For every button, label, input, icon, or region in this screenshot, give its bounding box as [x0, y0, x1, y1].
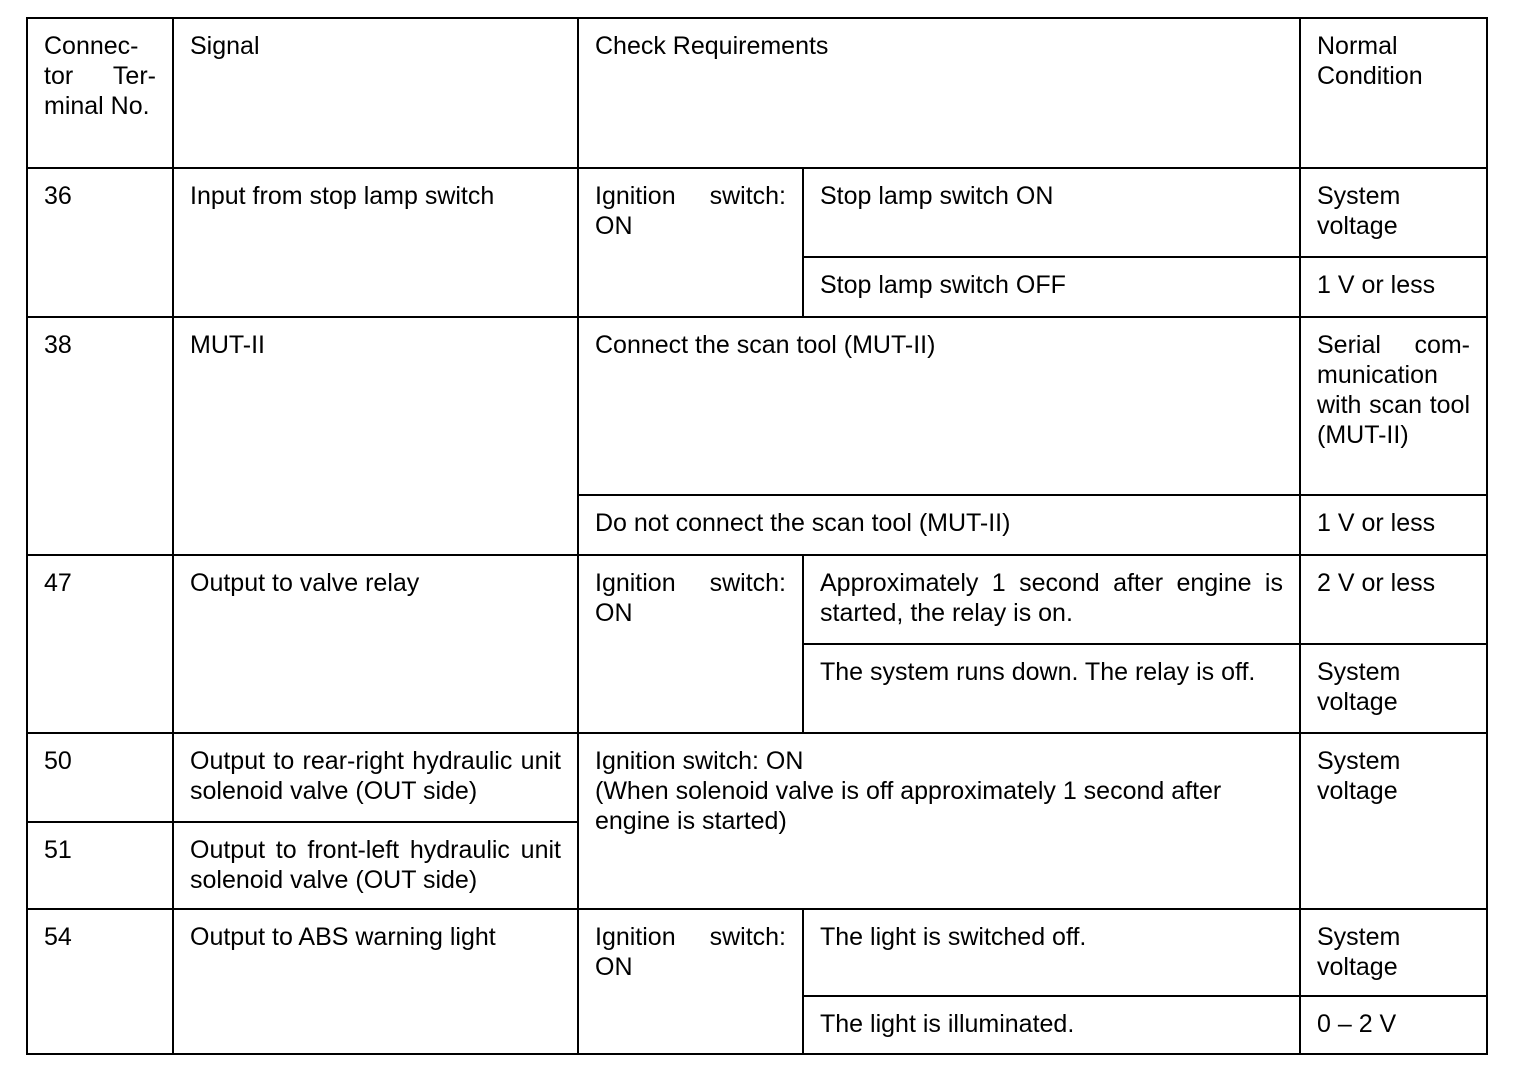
normal-38-disconnect: 1 V or less	[1300, 495, 1487, 555]
check-50-51-line1: Ignition switch: ON	[595, 747, 804, 775]
table-row	[27, 733, 1487, 822]
signal-51: Output to front-left hydraulic unit solenoid valve (OUT side)	[173, 822, 578, 909]
header-check-requirements: Check Requirements	[578, 18, 1300, 168]
table-row	[27, 555, 1487, 644]
normal-54-light-on: 0 – 2 V	[1300, 996, 1487, 1054]
table-row	[27, 168, 1487, 257]
check-36-off: Stop lamp switch OFF	[803, 257, 1300, 317]
signal-47: Output to valve relay	[173, 555, 578, 733]
table-row	[27, 909, 1487, 996]
normal-38-connect: Serial com-munication with scan tool (MUT-II)	[1300, 317, 1487, 495]
normal-36-on: System voltage	[1300, 168, 1487, 257]
terminal-38: 38	[27, 317, 173, 555]
terminal-51: 51	[27, 822, 173, 909]
check-54-light-on: The light is illuminated.	[803, 996, 1300, 1054]
check-50-51-line2: (When solenoid valve is off approximately 1 second after engine is started)	[595, 777, 1222, 835]
signal-36: Input from stop lamp switch	[173, 168, 578, 317]
check-47-relay-off: The system runs down. The relay is off.	[803, 644, 1300, 733]
table-row	[27, 317, 1487, 495]
signal-54: Output to ABS warning light	[173, 909, 578, 1054]
normal-47-relay-off: System voltage	[1300, 644, 1487, 733]
terminal-50: 50	[27, 733, 173, 822]
terminal-36: 36	[27, 168, 173, 317]
condition-36: Ignition switch: ON	[578, 168, 803, 317]
header-terminal: Connec-tor Ter-minal No.	[27, 18, 173, 168]
normal-50-51: System voltage	[1300, 733, 1487, 909]
terminal-54: 54	[27, 909, 173, 1054]
check-50-51	[578, 733, 1300, 909]
header-signal: Signal	[173, 18, 578, 168]
condition-54: Ignition switch: ON	[578, 909, 803, 1054]
normal-36-off: 1 V or less	[1300, 257, 1487, 317]
check-36-on: Stop lamp switch ON	[803, 168, 1300, 257]
header-row	[27, 18, 1487, 168]
check-54-light-off: The light is switched off.	[803, 909, 1300, 996]
signal-38: MUT-II	[173, 317, 578, 555]
check-47-relay-on: Approximately 1 second after engine is started, the relay is on.	[803, 555, 1300, 644]
check-38-connect: Connect the scan tool (MUT-II)	[578, 317, 1300, 495]
condition-47: Ignition switch: ON	[578, 555, 803, 733]
terminal-47: 47	[27, 555, 173, 733]
normal-47-relay-on: 2 V or less	[1300, 555, 1487, 644]
signal-50: Output to rear-right hydraulic unit solenoid valve (OUT side)	[173, 733, 578, 822]
check-38-disconnect: Do not connect the scan tool (MUT-II)	[578, 495, 1300, 555]
normal-54-light-off: System voltage	[1300, 909, 1487, 996]
header-normal-condition: Normal Condition	[1300, 18, 1487, 168]
connector-terminal-table	[26, 17, 1488, 1055]
